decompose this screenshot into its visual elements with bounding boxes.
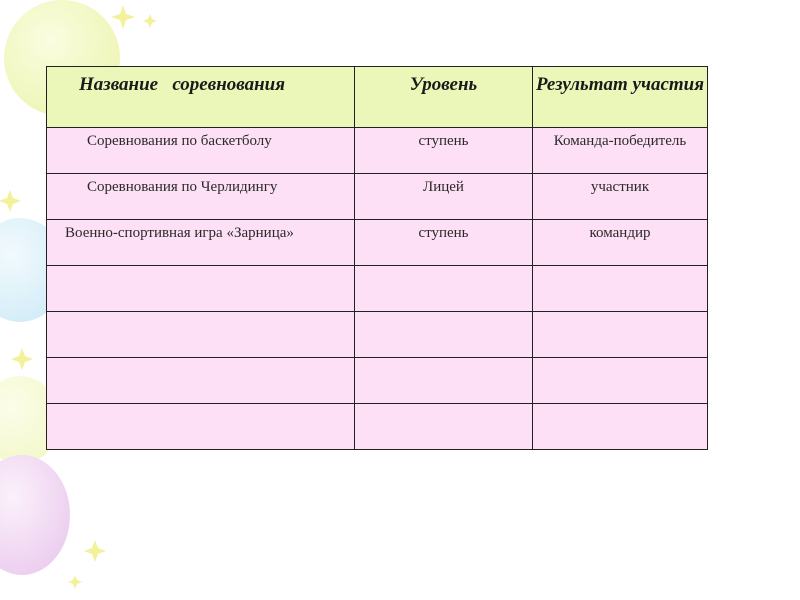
competitions-table (46, 66, 708, 450)
table-row (47, 128, 708, 174)
cell-competition-name: Соревнования по баскетболу (47, 128, 355, 174)
cell-competition-name: Соревнования по Черлидингу (47, 174, 355, 220)
cell-result: командир (533, 220, 708, 266)
cell-result (533, 404, 708, 450)
cell-competition-name: Военно-спортивная игра «Зарница» (47, 220, 355, 266)
header-result: Результат участия (533, 67, 708, 128)
balloon-purple-bottom (0, 455, 70, 575)
cell-result (533, 266, 708, 312)
cell-level (355, 312, 533, 358)
cell-result (533, 358, 708, 404)
table-row (47, 312, 708, 358)
cell-level: Лицей (355, 174, 533, 220)
cell-level: ступень (355, 220, 533, 266)
header-competition-name: Название соревнования (47, 67, 355, 128)
cell-level: ступень (355, 128, 533, 174)
cell-result: участник (533, 174, 708, 220)
table-row (47, 266, 708, 312)
table-row (47, 220, 708, 266)
cell-level (355, 358, 533, 404)
cell-level (355, 266, 533, 312)
cell-competition-name (47, 404, 355, 450)
cell-level (355, 404, 533, 450)
cell-competition-name (47, 312, 355, 358)
cell-result: Команда-победитель (533, 128, 708, 174)
table-row (47, 358, 708, 404)
cell-competition-name (47, 266, 355, 312)
header-level: Уровень (355, 67, 533, 128)
table-header-row (47, 67, 708, 128)
table-row (47, 404, 708, 450)
cell-result (533, 312, 708, 358)
cell-competition-name (47, 358, 355, 404)
table-row (47, 174, 708, 220)
